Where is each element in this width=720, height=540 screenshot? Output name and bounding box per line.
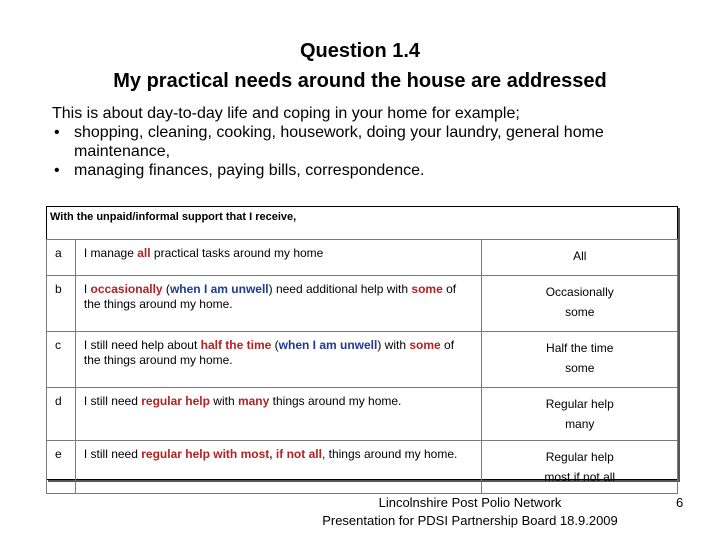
option-row-b: [47, 276, 678, 332]
emphasis-text: all: [137, 246, 151, 260]
option-response: All: [482, 240, 678, 276]
footer-organisation: Lincolnshire Post Polio Network: [378, 495, 562, 510]
emphasis-text: some: [409, 338, 441, 352]
option-row-c: [47, 332, 678, 388]
question-statement: My practical needs around the house are addressed: [113, 70, 607, 92]
footer: [290, 494, 650, 530]
slide-title: [0, 36, 720, 96]
intro-lead: This is about day-to-day life and coping in your home for example;: [52, 105, 520, 122]
option-letter: d: [47, 388, 76, 441]
bullet-text: shopping, cleaning, cooking, housework, doing your laundry, general home maintenance,: [74, 124, 604, 160]
option-response: Occasionally some: [482, 276, 678, 332]
option-row-d: [47, 388, 678, 441]
emphasis-text: when I am unwell: [278, 338, 378, 352]
footer-presentation: Presentation for PDSI Partnership Board 18.9.2009: [322, 513, 618, 528]
option-letter: c: [47, 332, 76, 388]
bullet-item: [52, 161, 692, 180]
option-letter: a: [47, 240, 76, 276]
option-row-e: [47, 441, 678, 494]
option-letter: b: [47, 276, 76, 332]
emphasis-text: when I am unwell: [169, 282, 269, 296]
emphasis-text: occasionally: [90, 282, 163, 296]
options-heading: With the unpaid/informal support that I receive,: [50, 211, 297, 223]
option-response: Half the time some: [482, 332, 678, 388]
emphasis-text: regular help with most, if not all: [141, 447, 322, 461]
options-table: [46, 239, 678, 494]
option-description: I manage all practical tasks around my home: [75, 240, 482, 276]
option-letter: e: [47, 441, 76, 494]
emphasis-text: some: [411, 282, 443, 296]
option-description: I still need regular help with many things around my home.: [75, 388, 482, 441]
bullet-text: managing finances, paying bills, correspondence.: [74, 162, 425, 179]
emphasis-text: many: [237, 394, 270, 408]
option-description: I still need help about half the time (when I am unwell) with some of the things around my home.: [75, 332, 482, 388]
intro-section: [52, 104, 692, 180]
option-description: I occasionally (when I am unwell) need additional help with some of the things around my home.: [75, 276, 482, 332]
bullet-item: [52, 123, 692, 161]
bullet-icon: •: [54, 162, 60, 179]
page-number: 6: [676, 495, 684, 510]
option-row-a: [47, 240, 678, 276]
option-response: Regular help most if not all: [482, 441, 678, 494]
emphasis-text: regular help: [141, 394, 210, 408]
question-number: Question 1.4: [299, 40, 421, 62]
option-description: I still need regular help with most, if not all, things around my home.: [75, 441, 482, 494]
option-response: Regular help many: [482, 388, 678, 441]
emphasis-text: half the time: [200, 338, 272, 352]
bullet-icon: •: [54, 124, 60, 141]
